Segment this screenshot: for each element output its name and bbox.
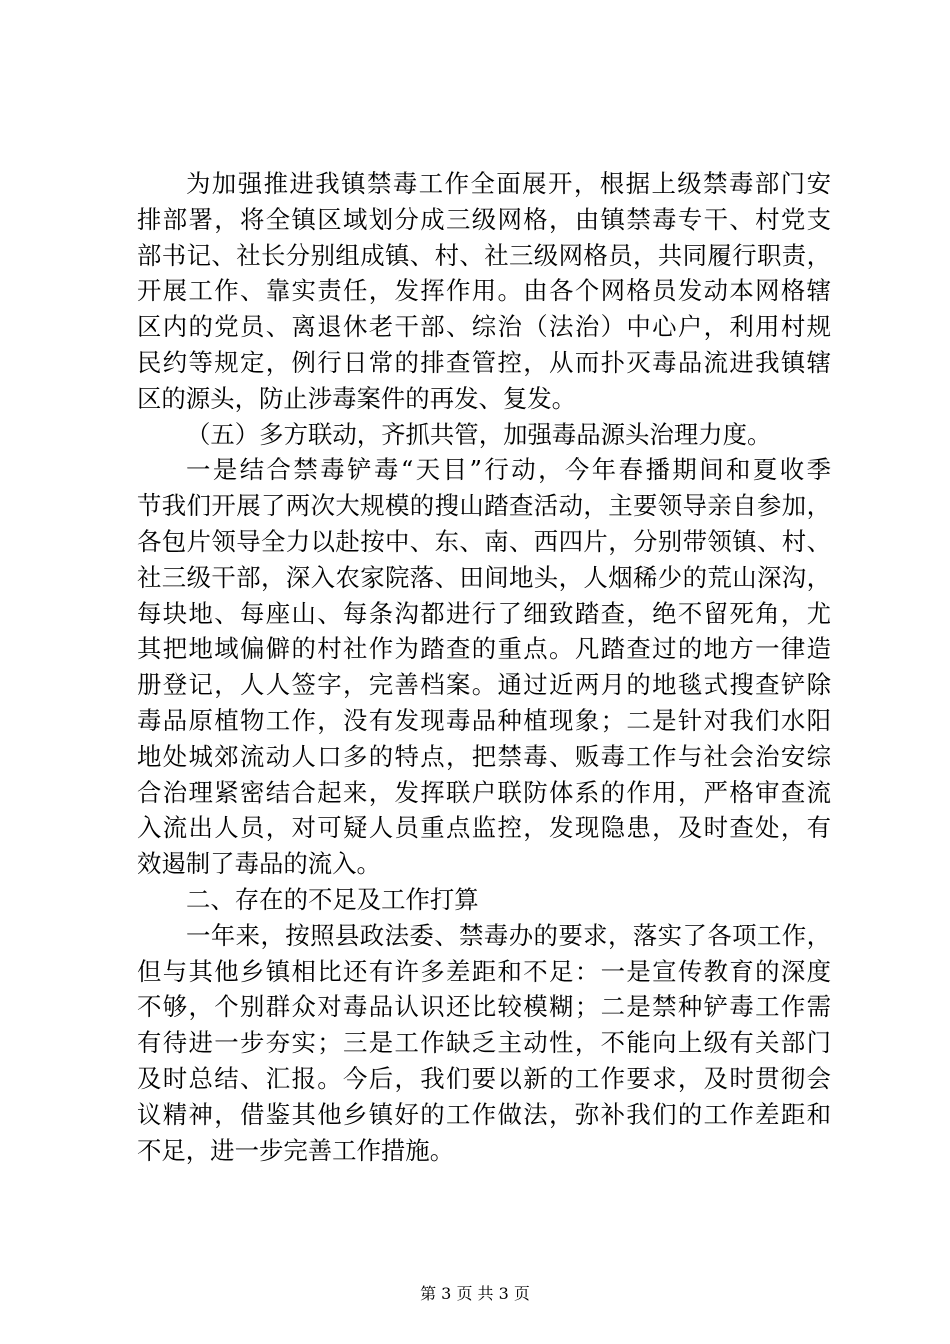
text-line: 合治理紧密结合起来，发挥联户联防体系的作用，严格审查流 xyxy=(137,777,831,807)
text-line: 区内的党员、离退休老干部、综治（法治）中心户，利用村规 xyxy=(137,312,831,342)
text-line: 不足，进一步完善工作措施。 xyxy=(137,1135,455,1165)
text-line: 有待进一步夯实；三是工作缺乏主动性，不能向上级有关部门 xyxy=(137,1028,831,1058)
text-line: 开展工作、靠实责任，发挥作用。由各个网格员发动本网格辖 xyxy=(137,276,831,306)
text-line: 其把地域偏僻的村社作为踏查的重点。凡踏查过的地方一律造 xyxy=(137,634,831,664)
text-line: 效遏制了毒品的流入。 xyxy=(137,849,381,879)
text-line: 毒品原植物工作，没有发现毒品种植现象；二是针对我们水阳 xyxy=(137,705,831,735)
text-line: 每块地、每座山、每条沟都进行了细致踏查，绝不留死角，尤 xyxy=(137,598,831,628)
text-line: 二、存在的不足及工作打算 xyxy=(186,884,479,914)
text-line: 排部署，将全镇区域划分成三级网格，由镇禁毒专干、村党支 xyxy=(137,204,831,234)
text-line: 各包片领导全力以赴按中、东、南、西四片，分别带领镇、村、 xyxy=(137,526,831,556)
text-line: 区的源头，防止涉毒案件的再发、复发。 xyxy=(137,383,577,413)
text-line: 但与其他乡镇相比还有许多差距和不足：一是宣传教育的深度 xyxy=(137,956,831,986)
text-line: 议精神，借鉴其他乡镇好的工作做法，弥补我们的工作差距和 xyxy=(137,1099,831,1129)
document-body xyxy=(137,166,831,1168)
page-footer: 第 3 页 共 3 页 xyxy=(420,1284,530,1303)
text-line: 部书记、社长分别组成镇、村、社三级网格员，共同履行职责， xyxy=(137,240,831,270)
text-line: 节我们开展了两次大规模的搜山踏查活动，主要领导亲自参加， xyxy=(137,491,831,521)
text-line: 不够，个别群众对毒品认识还比较模糊；二是禁种铲毒工作需 xyxy=(137,992,831,1022)
text-line: （五）多方联动，齐抓共管，加强毒品源头治理力度。 xyxy=(186,419,772,449)
text-line: 一年来，按照县政法委、禁毒办的要求，落实了各项工作， xyxy=(186,920,831,950)
text-line: 民约等规定，例行日常的排查管控，从而扑灭毒品流进我镇辖 xyxy=(137,347,831,377)
text-line: 社三级干部，深入农家院落、田间地头，人烟稀少的荒山深沟， xyxy=(137,562,831,592)
text-line: 及时总结、汇报。今后，我们要以新的工作要求，及时贯彻会 xyxy=(137,1063,831,1093)
text-line: 册登记，人人签字，完善档案。通过近两月的地毯式搜查铲除 xyxy=(137,670,831,700)
text-line: 一是结合禁毒铲毒“天目”行动，今年春播期间和夏收季 xyxy=(186,455,831,485)
text-line: 入流出人员，对可疑人员重点监控，发现隐患，及时查处，有 xyxy=(137,813,831,843)
text-line: 地处城郊流动人口多的特点，把禁毒、贩毒工作与社会治安综 xyxy=(137,741,831,771)
text-line: 为加强推进我镇禁毒工作全面展开，根据上级禁毒部门安 xyxy=(186,169,831,198)
